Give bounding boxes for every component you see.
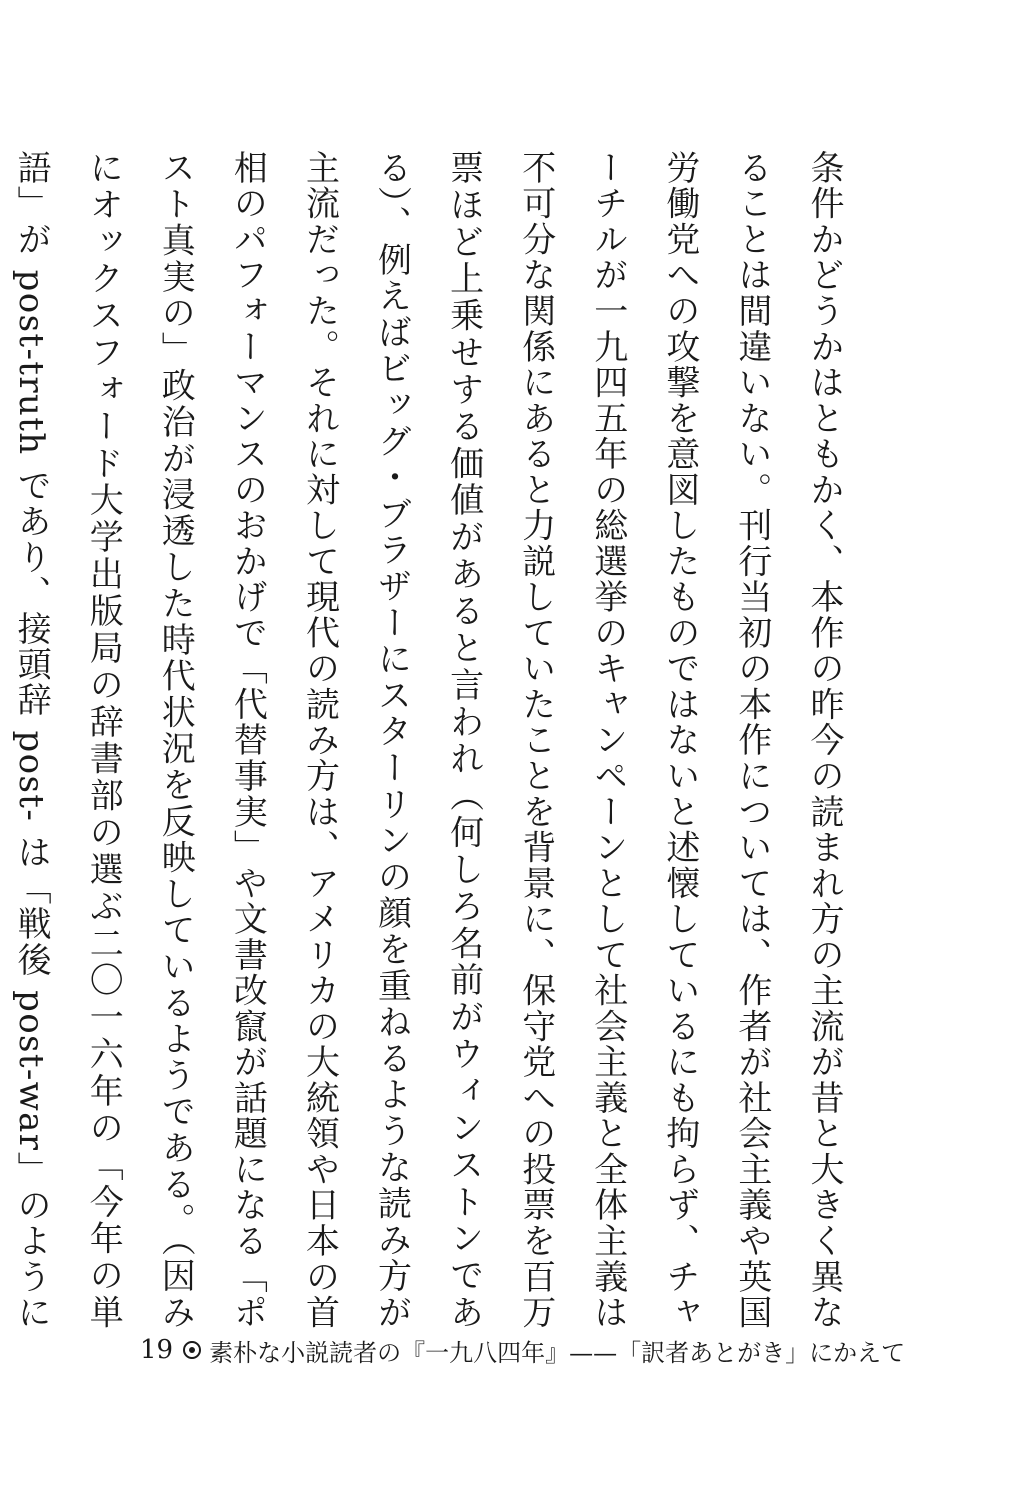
body-paragraph: 条件かどうかはともかく、本作の昨今の読まれ方の主流が昔と大きく異なることは間違いない。刊行当初の本作については、作者が社会主義や英国労働党への攻撃を意図したものではないと述懐しているにも拘らず、チャーチルが一九四五年の総選挙のキャンペーンとして社会主義と全体主義は不可分な関係にあると力説していたことを背景に、保守党への投票を百万票ほど上乗せする価値があると言われ（何しろ名前がウィンストンである）、例えばビッグ・ブラザーにスターリンの顔を重ねるような読み方が主流だった。それに対して現代の読み方は、アメリカの大統領や日本の首相のパフォーマンスのおかげで「代替事実」や文書改竄が話題になる「ポスト真実の」政治が浸透した時代状況を反映しているようである。（因みにオックスフォード大学出版局の辞書部の選ぶ二〇一六年の「今年の単語」が post-truth であり、接頭辞 post- は「戦後 post-war」のように [11, 150, 844, 1330]
chapter-title: 素朴な小説読者の『一九八四年』——「訳者あとがき」にかえて [209, 1338, 906, 1367]
vertical-body-text [11, 150, 860, 1330]
page-number: 19 [140, 1335, 174, 1365]
bullseye-ornament-icon [183, 1341, 201, 1359]
running-footer [140, 1330, 905, 1370]
